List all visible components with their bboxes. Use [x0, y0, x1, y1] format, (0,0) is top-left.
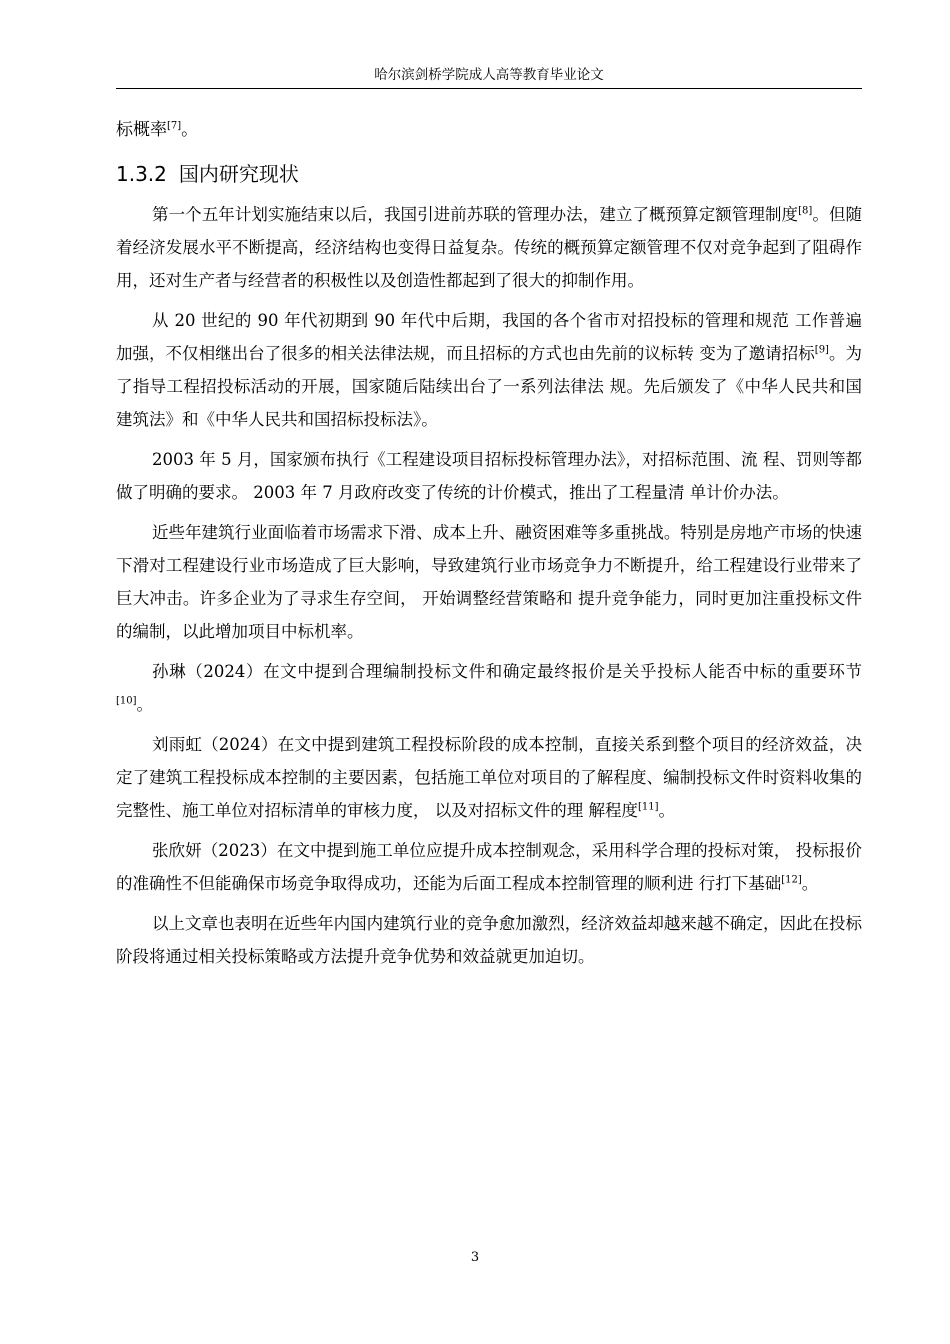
paragraph: [116, 443, 862, 509]
paragraph: [116, 198, 862, 297]
paragraph-text: 以上文章也表明在近些年内国内建筑行业的竞争愈加激烈，经济效益却越来越不确定，因此在投标阶段将通过相关投标策略或方法提升竞争优势和效益就更加迫切。: [116, 914, 862, 966]
paragraph: [116, 304, 862, 436]
paragraph-list: [116, 198, 862, 973]
paragraph: [116, 516, 862, 648]
paragraph-text: 孙琳（2024）在文中提到合理编制投标文件和确定最终报价是关乎投标人能否中标的重要环节: [152, 662, 862, 681]
paragraph-text: 张欣妍（2023）在文中提到施工单位应提升成本控制观念，采用科学合理的投标对策， 投标报价的准确性不但能确保市场竞争取得成功，还能为后面工程成本控制管理的顺利进 行打下基础: [116, 841, 862, 893]
citation-ref: [10]: [116, 695, 137, 707]
paragraph-text: 。: [801, 874, 819, 893]
paragraph-text: 刘雨虹（2024）在文中提到建筑工程投标阶段的成本控制，直接关系到整个项目的经济效益，决定了建筑工程投标成本控制的主要因素，包括施工单位对项目的了解程度、编制投标文件时资料收集的完整性、施工单位对招标清单的审核力度， 以及对招标文件的理 解程度: [116, 735, 862, 820]
citation-ref: [9]: [814, 344, 829, 356]
paragraph: [116, 728, 862, 827]
paragraph-text: 。: [658, 801, 676, 820]
paragraph-text: 近些年建筑行业面临着市场需求下滑、成本上升、融资困难等多重挑战。特别是房地产市场的快速下滑对工程建设行业市场造成了巨大影响，导致建筑行业市场竞争力不断提升，给工程建设行业带来了巨大冲击。许多企业为了寻求生存空间， 开始调整经营策略和 提升竞争能力，同时更加注重投标文件的编制，以此增加项目中标机率。: [116, 523, 862, 641]
paragraph-text: 。: [136, 695, 154, 714]
paragraph-text: 。但随着经济发展水平不断提高，经济结构也变得日益复杂。传统的概预算定额管理不仅对竞争起到了阻碍作用，还对生产者与经营者的积极性以及创造性都起到了很大的抑制作用。: [116, 205, 863, 290]
citation-ref: [11]: [638, 801, 659, 813]
paragraph: [116, 655, 862, 721]
page-header: 哈尔滨剑桥学院成人高等教育毕业论文: [116, 62, 862, 89]
paragraph: [116, 834, 862, 900]
page-number: 3: [470, 1250, 480, 1265]
citation-ref: [12]: [781, 874, 802, 886]
paragraph-text: 2003 年 5 月，国家颁布执行《工程建设项目招标投标管理办法》，对招标范围、流 程、罚则等都做了明确的要求。 2003 年 7 月政府改变了传统的计价模式，推出了工程量清 单计价办法。: [116, 450, 862, 502]
citation-ref: [7]: [167, 120, 182, 132]
section-heading: [116, 156, 862, 192]
continued-text: 标概率[7]。: [116, 120, 199, 140]
section-title: 国内研究现状: [178, 162, 299, 186]
paragraph-text: 从 20 世纪的 90 年代初期到 90 年代中后期，我国的各个省市对招投标的管理和规范 工作普遍加强，不仅相继出台了很多的相关法律法规，而且招标的方式也由先前的议标转 变为了邀请招标: [116, 311, 862, 363]
section-number: 1.3.2: [116, 162, 167, 186]
citation-ref: [8]: [798, 205, 813, 217]
paragraph: [116, 907, 862, 973]
paragraph-text: 。为了指导工程招投标活动的开展，国家随后陆续出台了一系列法律法 规。先后颁发了《中华人民共和国建筑法》和《中华人民共和国招标投标法》。: [116, 344, 862, 429]
paragraph-text: 第一个五年计划实施结束以后，我国引进前苏联的管理办法，建立了概预算定额管理制度: [152, 205, 799, 224]
page-body: [116, 112, 862, 980]
